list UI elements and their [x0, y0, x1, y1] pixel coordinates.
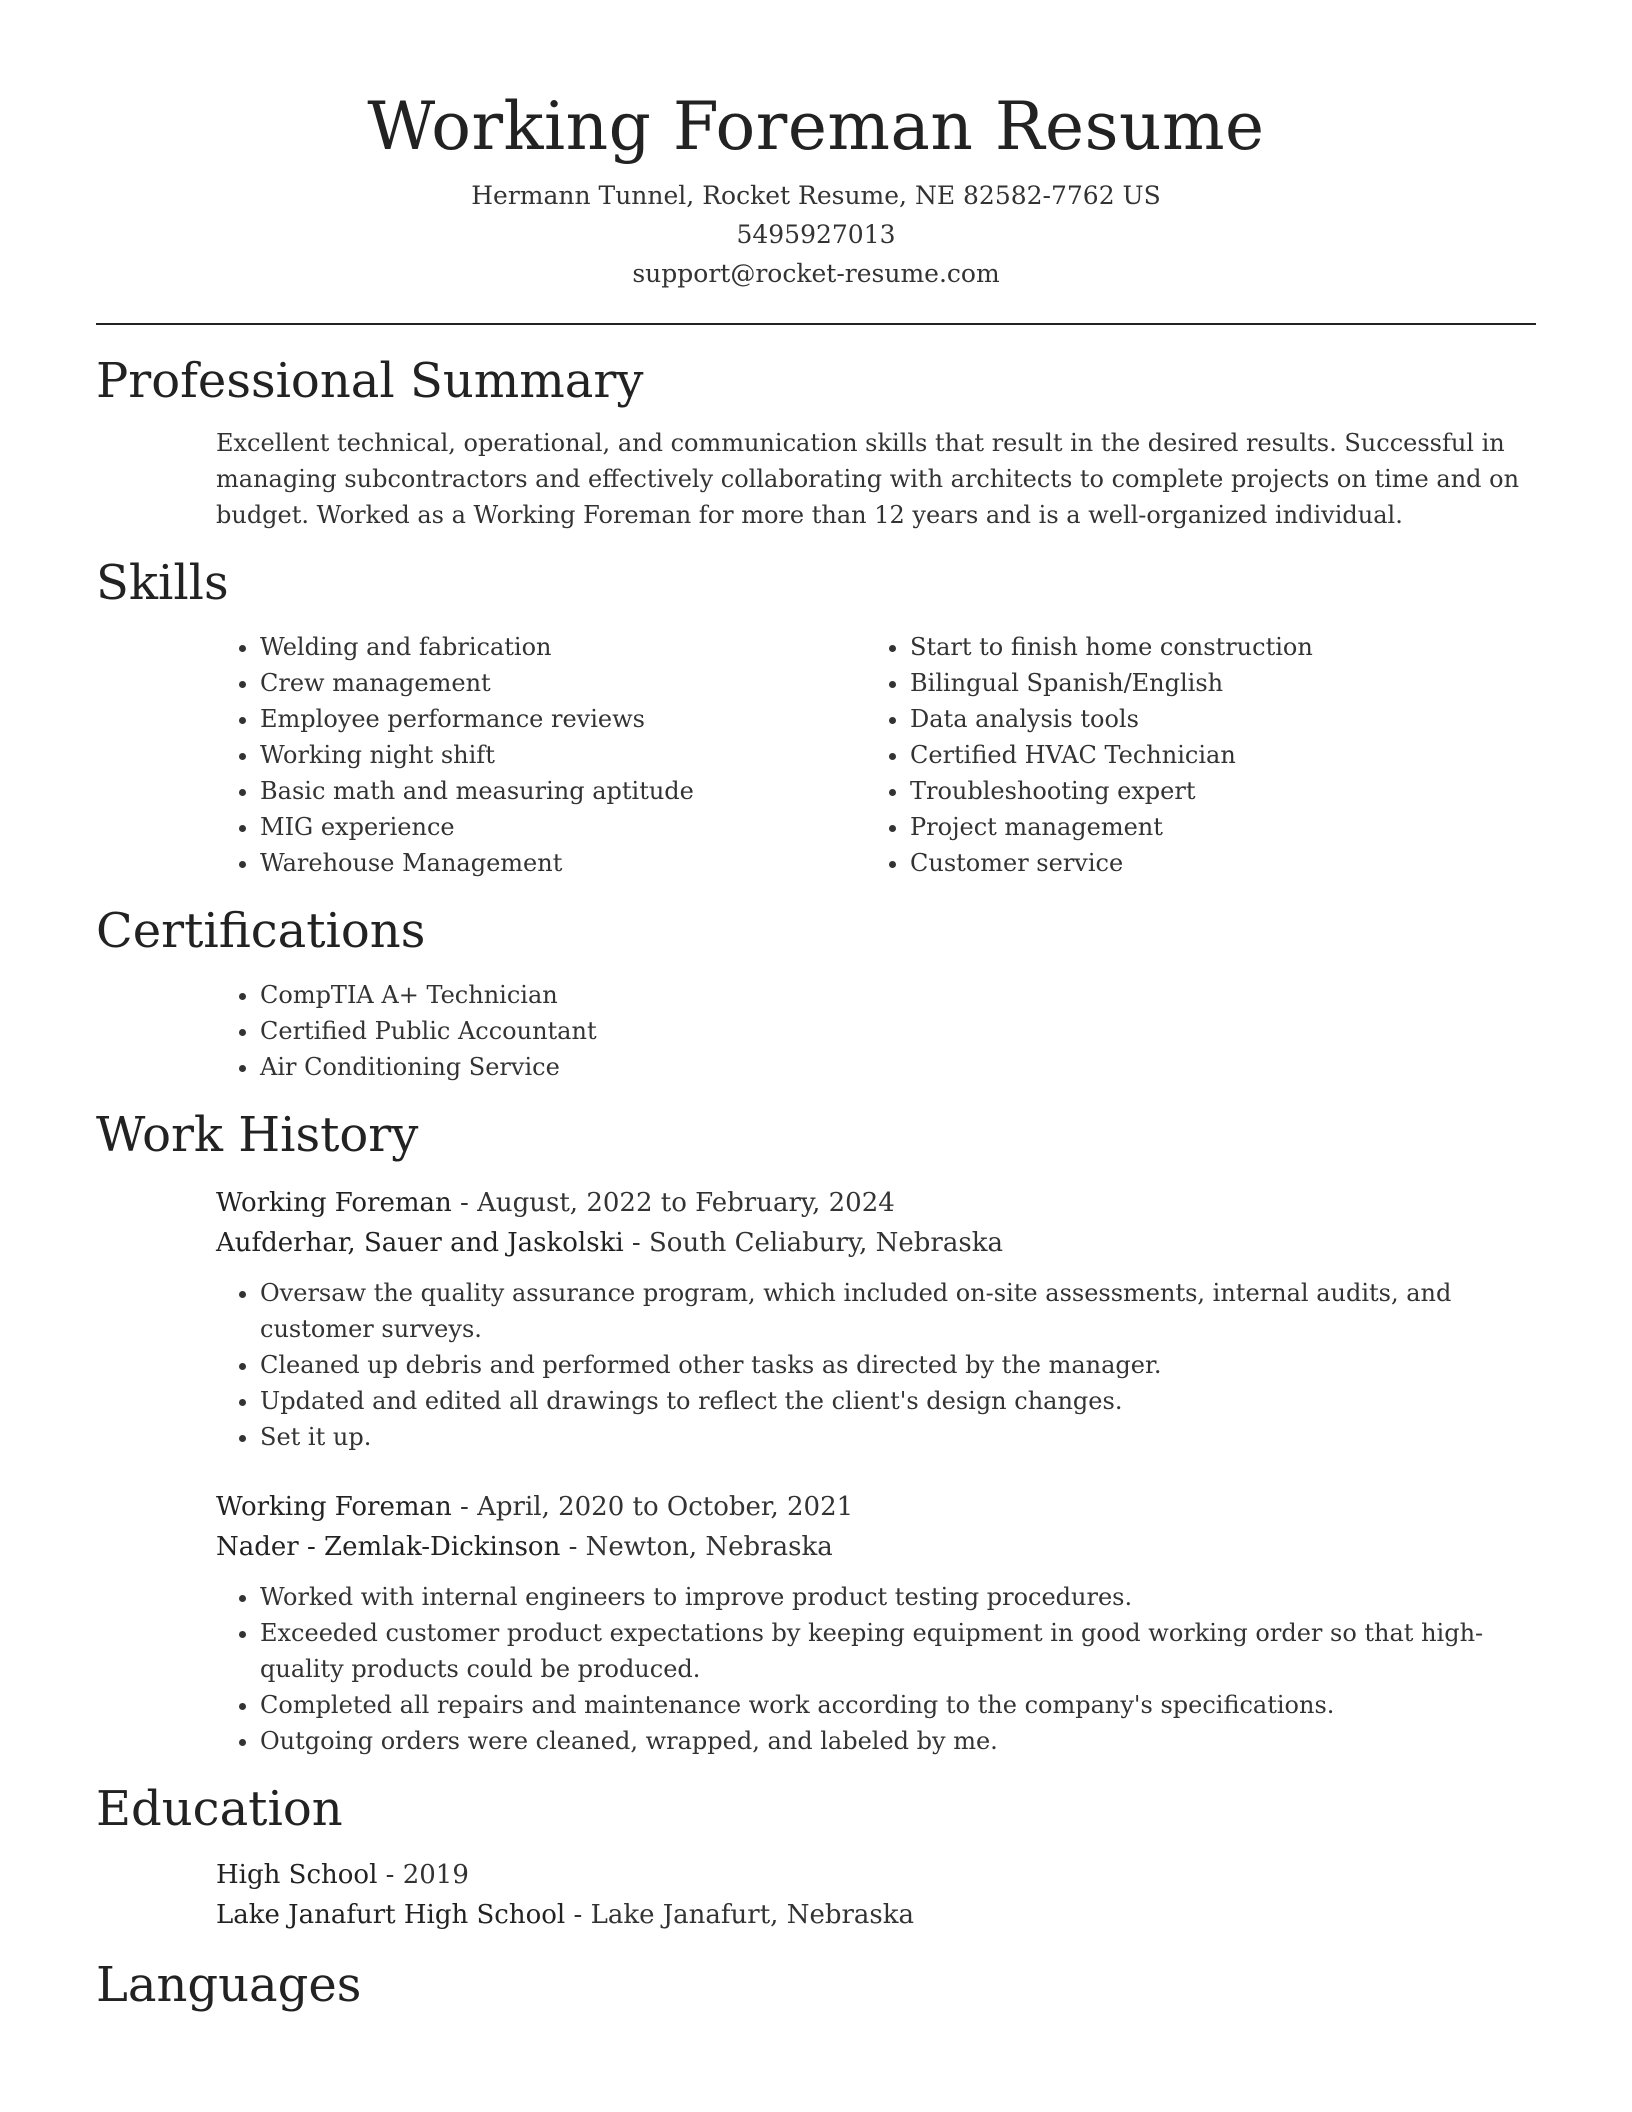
- skills-heading: Skills: [96, 555, 229, 611]
- job-bullet: • Completed all repairs and maintenance work according to the company's specifications.: [260, 1687, 1536, 1723]
- skill-item: • Employee performance reviews: [260, 701, 866, 737]
- education-school-line: Lake Janafurt High School - Lake Janafurt, Nebraska: [216, 1900, 915, 1930]
- skill-item: • Bilingual Spanish/English: [910, 665, 1516, 701]
- education-degree: High School: [216, 1860, 378, 1890]
- summary-heading: Professional Summary: [96, 353, 644, 409]
- skill-item: • Project management: [910, 809, 1516, 845]
- job-location: Newton, Nebraska: [585, 1532, 833, 1562]
- certification-item: • CompTIA A+ Technician: [260, 977, 1536, 1013]
- job-title-line: Working Foreman - April, 2020 to October, 2021: [216, 1492, 854, 1522]
- education-school: Lake Janafurt High School: [216, 1900, 566, 1930]
- job-company: Nader - Zemlak-Dickinson: [216, 1532, 561, 1562]
- skill-item: • Warehouse Management: [260, 845, 866, 881]
- job-bullet: • Exceeded customer product expectations by keeping equipment in good working order so that high-quality products could be produced.: [260, 1615, 1536, 1687]
- job-bullet: • Worked with internal engineers to improve product testing procedures.: [260, 1579, 1536, 1615]
- header-divider: [96, 323, 1536, 325]
- job-bullet: • Oversaw the quality assurance program, which included on-site assessments, internal audits, and customer surveys.: [260, 1275, 1536, 1347]
- job-entry: [216, 1183, 1536, 1455]
- job-bullets: [216, 1275, 1536, 1455]
- certifications-heading: Certifications: [96, 903, 426, 959]
- education-heading: Education: [96, 1781, 343, 1837]
- skills-section: [96, 553, 1536, 881]
- skills-column-right: [866, 629, 1516, 881]
- work-history-heading: Work History: [96, 1107, 419, 1163]
- skill-item: • Working night shift: [260, 737, 866, 773]
- skill-item: • Customer service: [910, 845, 1516, 881]
- job-bullet: • Outgoing orders were cleaned, wrapped, and labeled by me.: [260, 1723, 1536, 1759]
- skill-item: • Troubleshooting expert: [910, 773, 1516, 809]
- skills-column-left: [216, 629, 866, 881]
- summary-section: [96, 351, 1536, 533]
- skill-item: • Welding and fabrication: [260, 629, 866, 665]
- job-bullets: [216, 1579, 1536, 1759]
- education-year: 2019: [402, 1860, 469, 1890]
- resume-page: [96, 0, 1536, 2015]
- skill-item: • Basic math and measuring aptitude: [260, 773, 866, 809]
- resume-header: [96, 0, 1536, 293]
- contact-info: [96, 176, 1536, 293]
- skills-list-left: [216, 629, 866, 881]
- certification-item: • Air Conditioning Service: [260, 1049, 1536, 1085]
- skills-list-right: [866, 629, 1516, 881]
- job-company: Aufderhar, Sauer and Jaskolski: [216, 1228, 624, 1258]
- certifications-section: [96, 901, 1536, 1085]
- certification-item: • Certified Public Accountant: [260, 1013, 1536, 1049]
- contact-address: Hermann Tunnel, Rocket Resume, NE 82582-7762 US: [471, 181, 1161, 210]
- skill-item: • Certified HVAC Technician: [910, 737, 1516, 773]
- skill-item: • Crew management: [260, 665, 866, 701]
- skill-item: • Data analysis tools: [910, 701, 1516, 737]
- resume-title: Working Foreman Resume: [367, 88, 1265, 165]
- education-entry: [216, 1855, 1536, 1935]
- languages-heading: Languages: [96, 1957, 362, 2013]
- job-title-line: Working Foreman - August, 2022 to February, 2024: [216, 1188, 895, 1218]
- summary-text: Excellent technical, operational, and communication skills that result in the desired results. Successful in managing subcontractors and effectively collaborating with architects to complete projects on time and on budget. Worked as a Working Foreman for more than 12 years and is a well-organized individual.: [216, 429, 1520, 529]
- job-bullet: • Set it up.: [260, 1419, 1536, 1455]
- job-company-line: Nader - Zemlak-Dickinson - Newton, Nebraska: [216, 1532, 833, 1562]
- education-section: [96, 1779, 1536, 1935]
- education-degree-line: High School - 2019: [216, 1860, 469, 1890]
- education-location: Lake Janafurt, Nebraska: [590, 1900, 915, 1930]
- certifications-list: [216, 977, 1536, 1085]
- job-location: South Celiabury, Nebraska: [648, 1228, 1003, 1258]
- languages-section: [96, 1955, 1536, 2015]
- skills-grid: [216, 629, 1536, 881]
- contact-email: support@rocket-resume.com: [632, 259, 1000, 288]
- job-dates: April, 2020 to October, 2021: [477, 1492, 854, 1522]
- skill-item: • Start to finish home construction: [910, 629, 1516, 665]
- job-bullet: • Updated and edited all drawings to reflect the client's design changes.: [260, 1383, 1536, 1419]
- job-entry: [216, 1487, 1536, 1759]
- work-history-section: [96, 1105, 1536, 1759]
- job-dates: August, 2022 to February, 2024: [477, 1188, 895, 1218]
- job-company-line: Aufderhar, Sauer and Jaskolski - South Celiabury, Nebraska: [216, 1228, 1003, 1258]
- skill-item: • MIG experience: [260, 809, 866, 845]
- contact-phone: 5495927013: [736, 220, 896, 249]
- certifications-block: [216, 977, 1536, 1085]
- job-title: Working Foreman: [216, 1492, 452, 1522]
- job-bullet: • Cleaned up debris and performed other tasks as directed by the manager.: [260, 1347, 1536, 1383]
- job-title: Working Foreman: [216, 1188, 452, 1218]
